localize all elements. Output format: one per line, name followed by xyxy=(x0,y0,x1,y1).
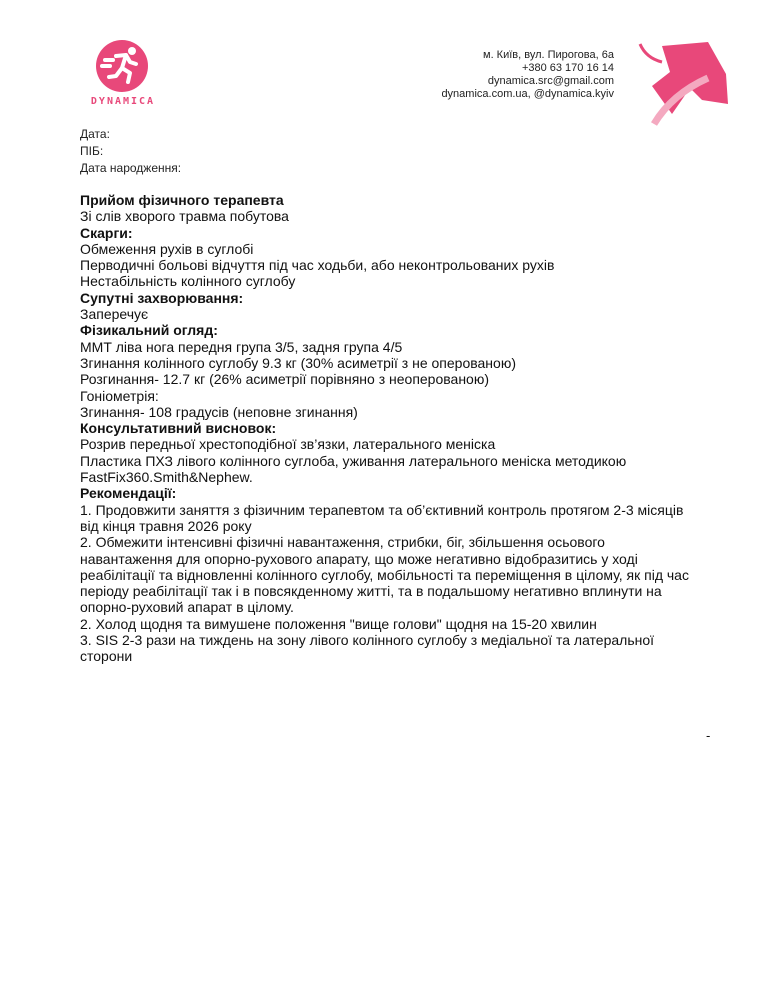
report-line: Нестабільність колінного суглобу xyxy=(80,273,296,290)
report-line: Згинання колінного суглобу 9.3 кг (30% асиметрії з не оперованою) xyxy=(80,354,516,371)
report-line: Перводичні больові відчуття під час ходьби, або неконтрольованих рухів xyxy=(80,257,555,274)
contact-block xyxy=(441,49,614,101)
date-label: Дата: xyxy=(80,127,110,141)
patient-fields xyxy=(80,126,181,177)
section-heading: Рекомендації: xyxy=(80,485,177,502)
report-line: навантаження для опорно-рухового апарату, що може негативно відобразитись у ході xyxy=(80,550,638,567)
report-line: 1. Продовжити заняття з фізичним терапевтом та об’єктивний контроль протягом 2-3 місяців xyxy=(80,501,684,518)
section-heading: Прийом фізичного терапевта xyxy=(80,192,284,208)
report-line: Гоніометрія: xyxy=(80,387,159,404)
birthdate-label: Дата народження: xyxy=(80,161,182,175)
runner-icon xyxy=(96,40,148,92)
report-line: FastFix360.Smith&Nephew. xyxy=(80,469,253,486)
name-label: ПІБ: xyxy=(80,144,104,158)
report-line: Зі слів хворого травма побутова xyxy=(80,208,289,225)
decorative-shape xyxy=(636,38,732,134)
report-line: Пластика ПХЗ лівого колінного суглоба, уживання латерального меніска методикою xyxy=(80,452,627,469)
section-heading: Супутні захворювання: xyxy=(80,289,244,306)
brand-name: DYNAMICA xyxy=(90,96,156,107)
report-line: Розгинання- 12.7 кг (26% асиметрії порівняно з неоперованою) xyxy=(80,371,490,388)
contact-phone: +380 63 170 16 14 xyxy=(521,62,614,74)
report-line: Розрив передньої хрестоподібної зв’язки, латерального меніска xyxy=(80,436,496,453)
report-line: Згинання- 108 градусів (неповне згинання) xyxy=(80,403,358,420)
contact-web: dynamica.com.ua, @dynamica.kyiv xyxy=(441,88,614,100)
report-line: ММТ ліва нога передня група 3/5, задня група 4/5 xyxy=(80,338,403,355)
page-mark: - xyxy=(706,728,711,743)
report-line: сторони xyxy=(80,648,133,665)
report-line: опорно-руховий апарат в цілому. xyxy=(80,599,294,616)
report-line: Заперечує xyxy=(80,306,149,323)
section-heading: Фізикальний огляд: xyxy=(80,322,218,339)
contact-address: м. Київ, вул. Пирогова, 6а xyxy=(483,49,614,61)
report-line: 2. Обмежити інтенсивні фізичні навантаження, стрибки, біг, збільшення осьового xyxy=(80,534,605,551)
report-line: реабілітації та відновленні колінного суглобу, мобільності та переміщення в цілому, як під час xyxy=(80,566,689,583)
contact-email: dynamica.src@gmail.com xyxy=(487,75,614,87)
report-line: 2. Холод щодня та вимушене положення "вище голови" щодня на 15-20 хвилин xyxy=(80,615,597,632)
section-heading: Консультативний висновок: xyxy=(80,420,277,437)
report-line: 3. SIS 2-3 рази на тиждень на зону лівого колінного суглобу з медіальної та латеральної xyxy=(80,632,655,649)
report-line: Обмеження рухів в суглобі xyxy=(80,240,254,257)
section-heading: Скарги: xyxy=(80,224,133,241)
report-body xyxy=(80,192,720,665)
report-line: періоду реабілітації так і в повсякденному житті, та в подальшому негативно вплинути на xyxy=(80,583,662,600)
report-line: від кінця травня 2026 року xyxy=(80,517,252,534)
